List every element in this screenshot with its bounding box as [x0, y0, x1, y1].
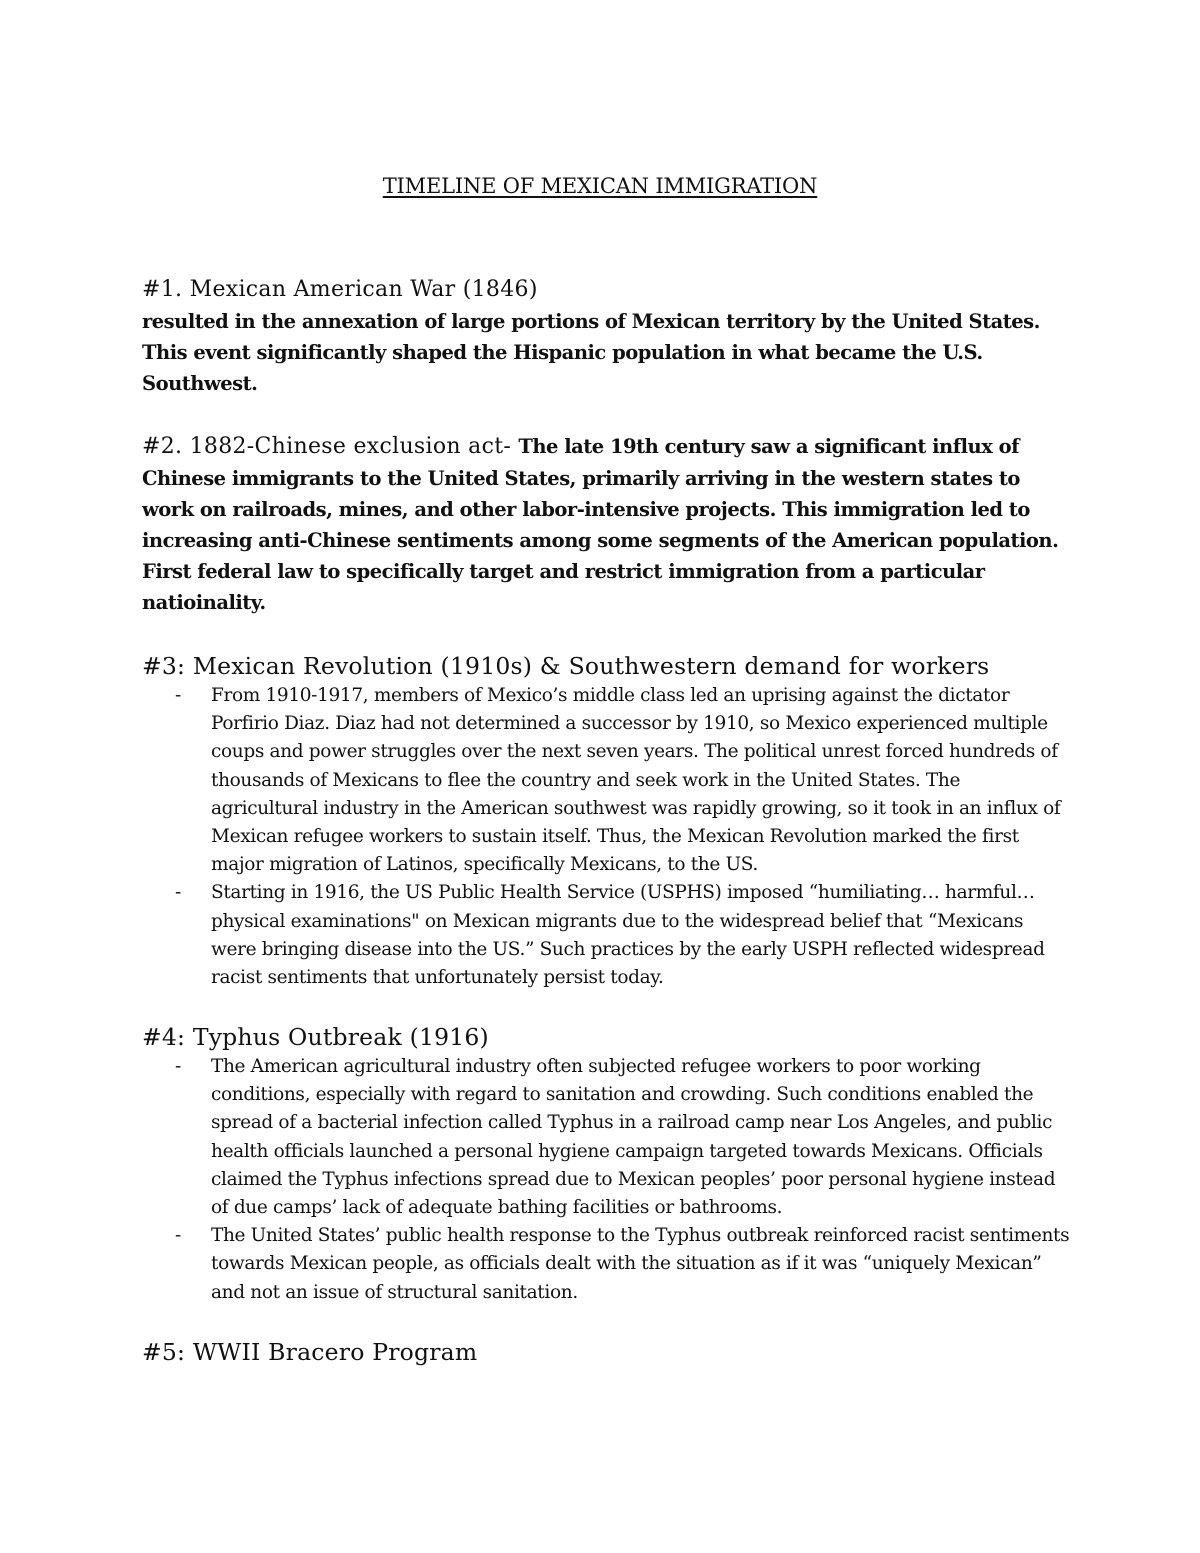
bullet-text: From 1910-1917, members of Mexico’s middle class led an uprising against the dictator Porfirio Diaz. Diaz had not determined a successor by 1910, so Mexico experienced multiple coups and power struggles over the next seven years. The political unrest forced hundreds of thousands of Mexicans to flee the country and seek work in the United States. The agricultural industry in the American southwest was rapidly growing, so it took in an influx of Mexican refugee workers to sustain itself. Thus, the Mexican Revolution marked the first major migration of Latinos, specifically Mexicans, to the US.	[211, 685, 1061, 876]
bullet-marker: -	[175, 1225, 181, 1247]
section-2-body: The late 19th century saw a significant influx of Chinese immigrants to the United States, primarily arriving in the western states to work on railroads, mines, and other labor-intensive projects. This immigration led to increasing anti-Chinese sentiments among some segments of the American population. First federal law to specifically target and restrict immigration from a particular natioinality.	[142, 435, 1059, 614]
section-1	[142, 274, 1072, 399]
section-2-paragraph	[142, 431, 1072, 618]
section-4-heading: #4: Typhus Outbreak (1916)	[142, 1023, 489, 1051]
section-1-heading: #1. Mexican American War (1846)	[142, 277, 538, 302]
list-item	[142, 1222, 1072, 1307]
bullet-marker: -	[175, 1056, 181, 1077]
bullet-marker: -	[175, 882, 181, 904]
section-4-bullet-list	[142, 1053, 1072, 1307]
section-2-heading: #2. 1882-Chinese exclusion act-	[142, 434, 519, 459]
section-5	[142, 1336, 1072, 1368]
bullet-marker: -	[175, 685, 181, 706]
section-3	[142, 650, 1072, 992]
section-2	[142, 431, 1072, 618]
section-3-heading: #3: Mexican Revolution (1910s) & Southwestern demand for workers	[142, 652, 990, 680]
section-4	[142, 1021, 1072, 1307]
bullet-text: The United States’ public health response to the Typhus outbreak reinforced racist sentiments towards Mexican people, as officials dealt with the situation as if it was “uniquely Mexican” and not an issue of structural sanitation.	[211, 1225, 1070, 1303]
document-title: TIMELINE OF MEXICAN IMMIGRATION	[382, 174, 818, 198]
list-item	[142, 1053, 1072, 1222]
section-5-heading: #5: WWII Bracero Program	[142, 1338, 478, 1366]
list-item	[142, 879, 1072, 992]
list-item	[142, 682, 1072, 879]
bullet-text: Starting in 1916, the US Public Health Service (USPHS) imposed “humiliating… harmful…physical examinations" on Mexican migrants due to the widespread belief that “Mexicans were bringing disease into the US.” Such practices by the early USPH reflected widespread racist sentiments that unfortunately persist today.	[211, 882, 1045, 989]
section-3-bullet-list	[142, 682, 1072, 992]
section-1-body: resulted in the annexation of large portions of Mexican territory by the United States. This event significantly shaped the Hispanic population in what became the U.S. Southwest.	[142, 310, 1040, 395]
bullet-text: The American agricultural industry often subjected refugee workers to poor working conditions, especially with regard to sanitation and crowding. Such conditions enabled the spread of a bacterial infection called Typhus in a railroad camp near Los Angeles, and public health officials launched a personal hygiene campaign targeted towards Mexicans. Officials claimed the Typhus infections spread due to Mexican peoples’ poor personal hygiene instead of due camps’ lack of adequate bathing facilities or bathrooms.	[211, 1056, 1056, 1219]
